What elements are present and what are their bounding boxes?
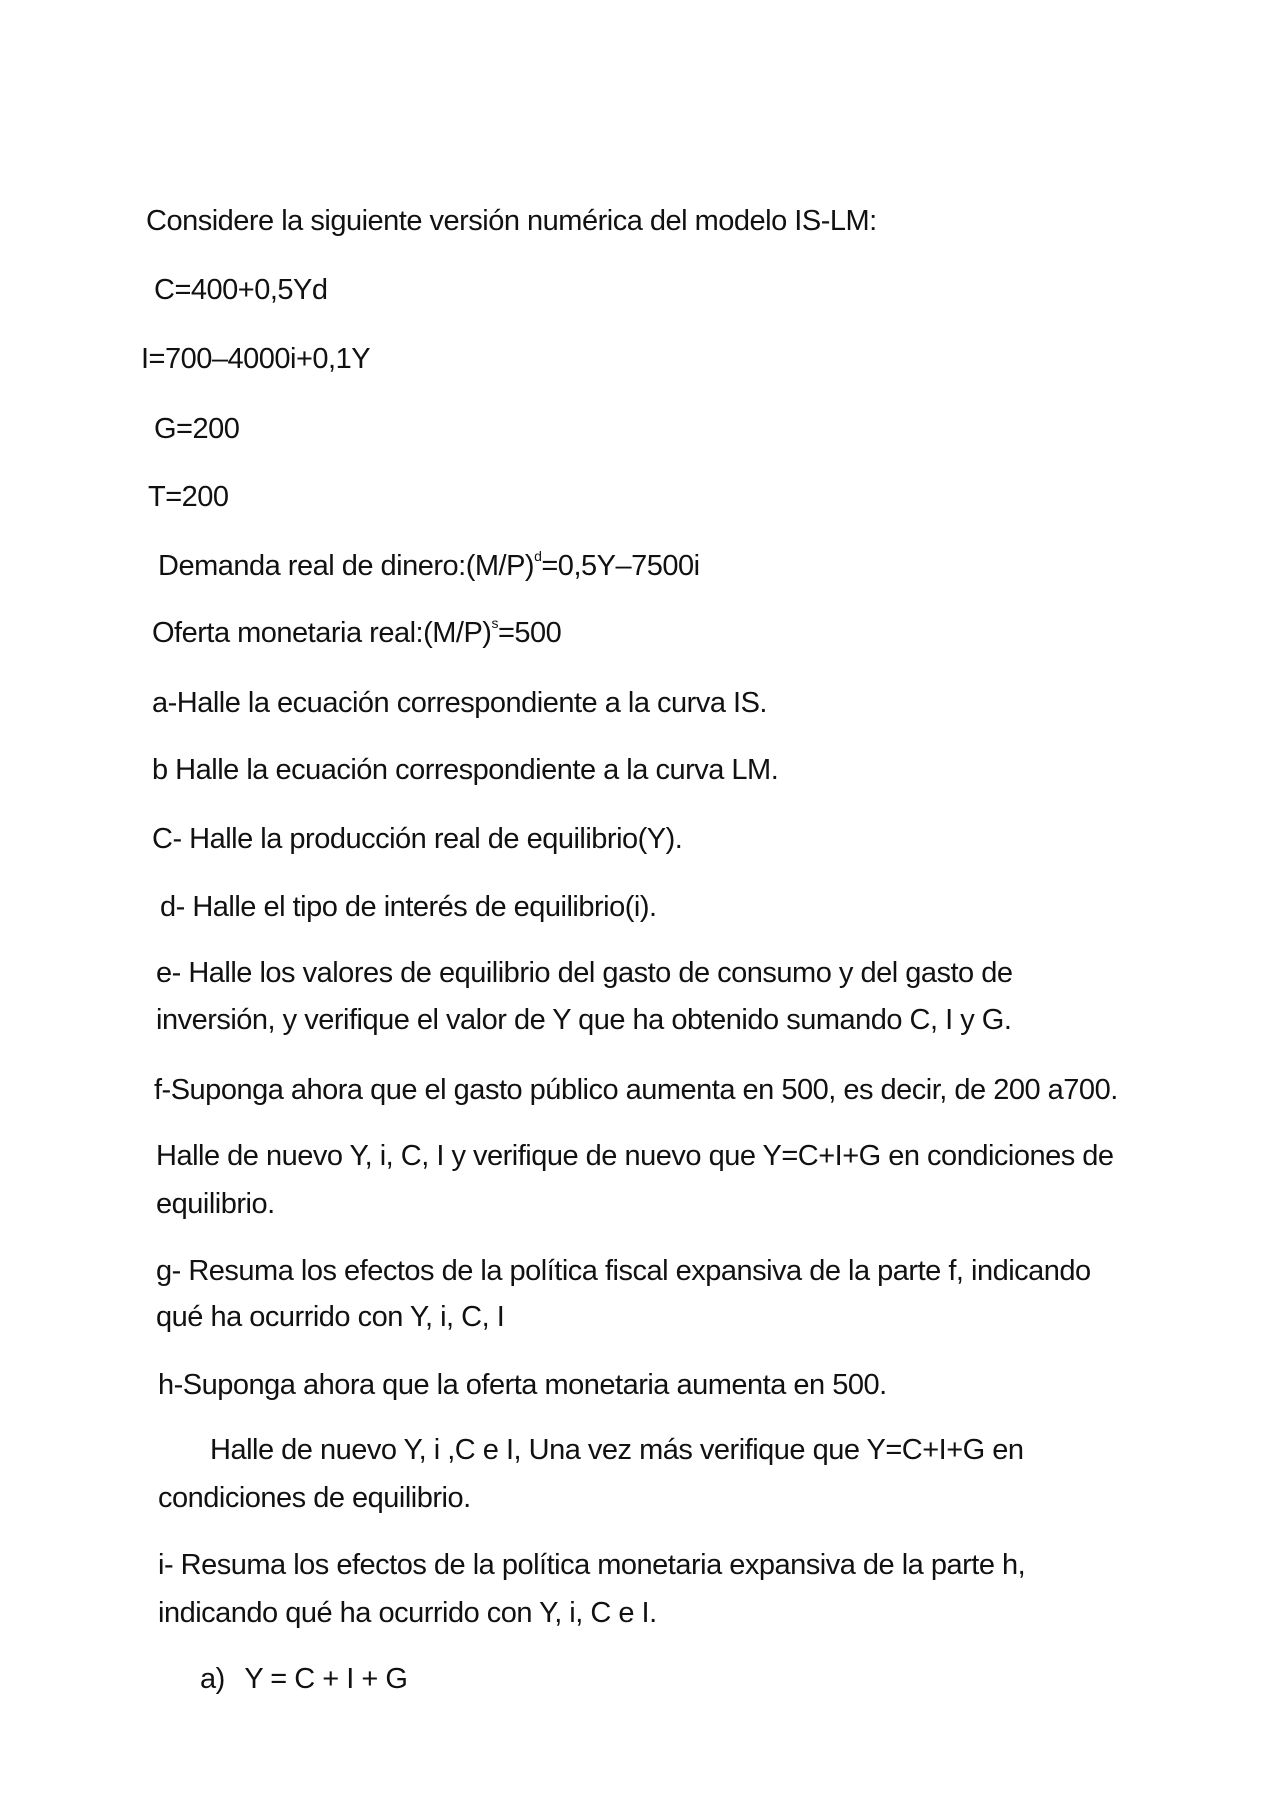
question-f2-line2: equilibrio.: [156, 1188, 275, 1220]
money-supply-prefix: Oferta monetaria real:(M/P): [152, 617, 492, 649]
question-h: h-Suponga ahora que la oferta monetaria aumenta en 500.: [158, 1369, 887, 1401]
money-demand-superscript: d: [534, 548, 542, 564]
money-demand-suffix: =0,5Y–7500i: [541, 550, 700, 582]
question-e-line2: inversión, y verifique el valor de Y que ha obtenido sumando C, I y G.: [156, 1004, 1012, 1036]
answer-a-label: a): [200, 1663, 225, 1695]
question-c: C- Halle la producción real de equilibrio(Y).: [152, 823, 683, 855]
question-i-line1: i- Resuma los efectos de la política monetaria expansiva de la parte h,: [158, 1549, 1026, 1581]
money-supply-superscript: s: [491, 615, 498, 631]
money-demand-prefix: Demanda real de dinero:(M/P): [158, 550, 535, 582]
question-h2-line1: Halle de nuevo Y, i ,C e I, Una vez más verifique que Y=C+I+G en: [210, 1434, 1024, 1466]
question-b: b Halle la ecuación correspondiente a la curva LM.: [152, 754, 779, 786]
question-i-line2: indicando qué ha ocurrido con Y, i, C e I.: [158, 1597, 657, 1629]
taxes: T=200: [148, 481, 229, 513]
answer-a: [200, 1662, 407, 1696]
answer-a-equation: Y = C + I + G: [244, 1663, 408, 1695]
government-spending: G=200: [154, 413, 240, 445]
money-demand-equation: [158, 549, 700, 583]
question-g-line2: qué ha ocurrido con Y, i, C, I: [156, 1301, 505, 1333]
intro-text: Considere la siguiente versión numérica del modelo IS-LM:: [146, 205, 877, 237]
consumption-equation: C=400+0,5Yd: [154, 274, 328, 306]
question-e-line1: e- Halle los valores de equilibrio del gasto de consumo y del gasto de: [156, 957, 1013, 989]
question-a: a-Halle la ecuación correspondiente a la curva IS.: [152, 687, 767, 719]
investment-equation: I=700–4000i+0,1Y: [141, 343, 371, 375]
question-g-line1: g- Resuma los efectos de la política fiscal expansiva de la parte f, indicando: [156, 1255, 1091, 1287]
question-d: d- Halle el tipo de interés de equilibrio(i).: [160, 891, 657, 923]
money-supply-equation: [152, 616, 561, 650]
question-f: f-Suponga ahora que el gasto público aumenta en 500, es decir, de 200 a700.: [154, 1074, 1118, 1106]
money-supply-suffix: =500: [497, 617, 562, 649]
question-f2-line1: Halle de nuevo Y, i, C, I y verifique de nuevo que Y=C+I+G en condiciones de: [156, 1140, 1114, 1172]
question-h2-line2: condiciones de equilibrio.: [158, 1482, 471, 1514]
